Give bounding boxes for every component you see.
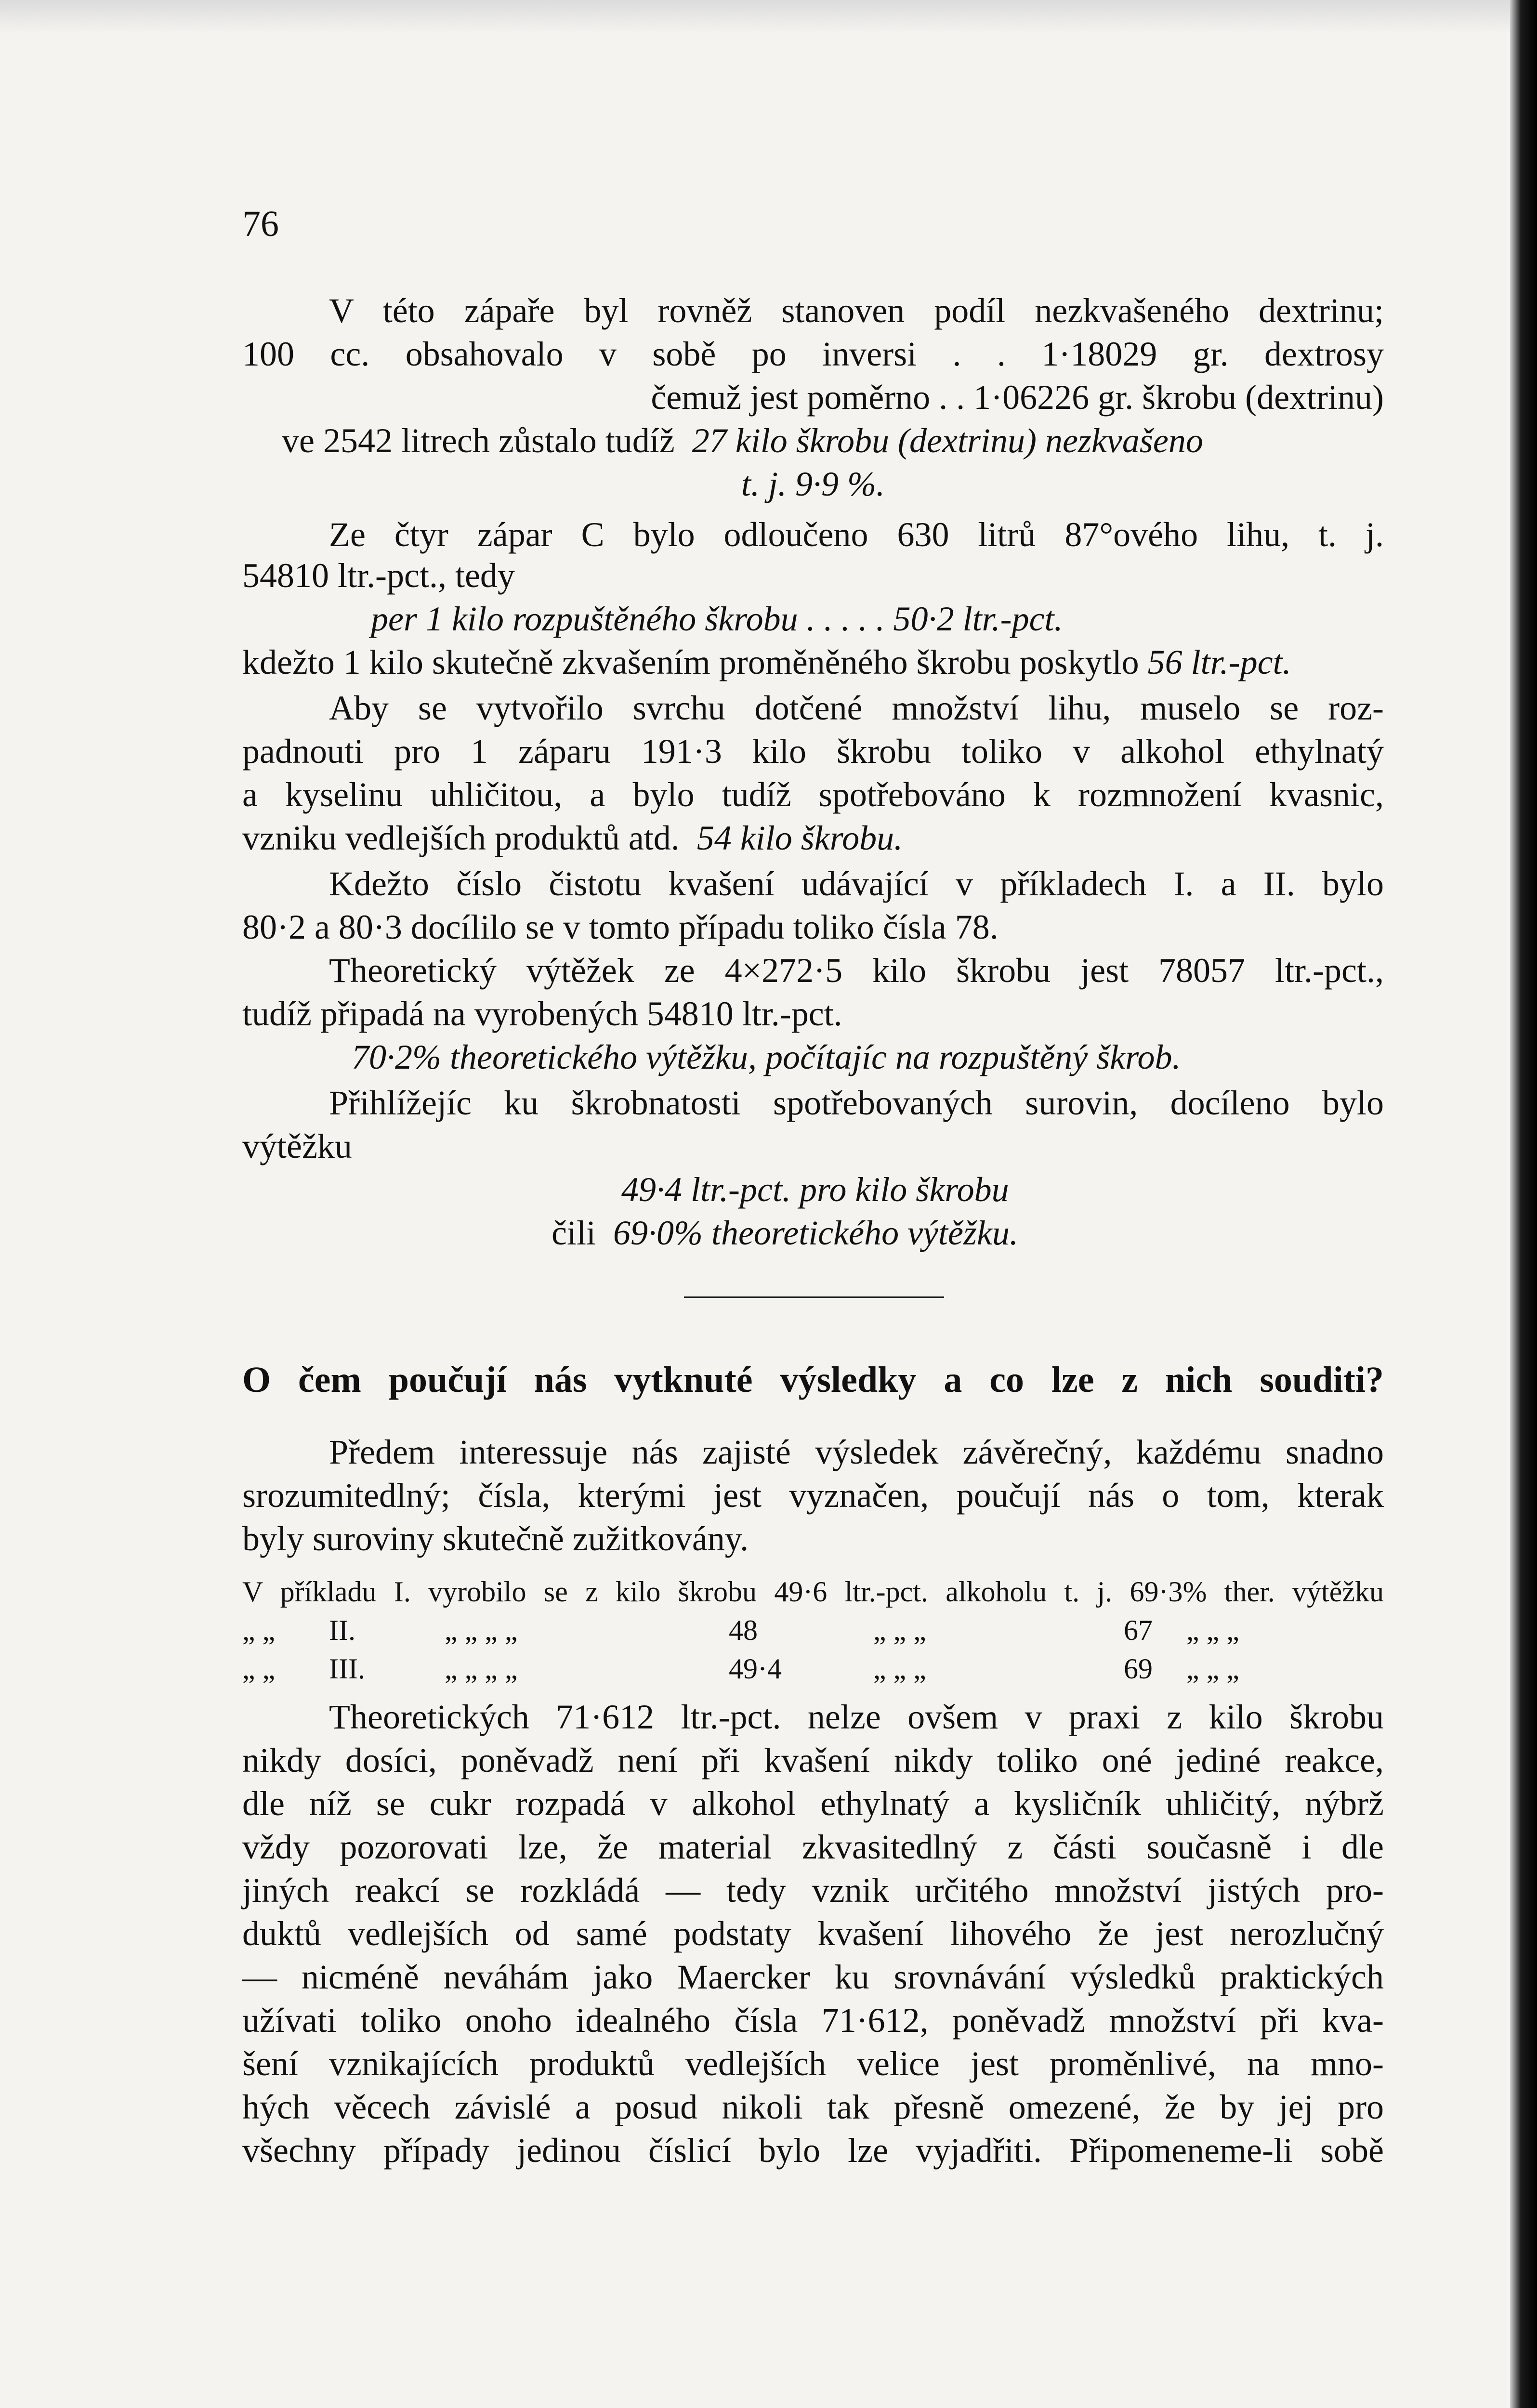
paragraph-line	[242, 816, 1384, 860]
paragraph-line: Předem interessuje nás zajisté výsledek závěrečný, každému snadno	[329, 1433, 1384, 1471]
paragraph-line: hých věcech závislé a posud nikoli tak přesně omezené, že by jej pro	[242, 2088, 1384, 2126]
page-number: 76	[242, 204, 279, 244]
line-text: vzniku vedlejších produktů atd.	[242, 819, 680, 857]
paragraph-line: — nicméně neváhám jako Maercker ku srovnávání výsledků praktických	[242, 1958, 1384, 1996]
results-row-2	[242, 1611, 1384, 1649]
line-text: čili	[552, 1214, 596, 1252]
paragraph-line: Přihlížejíc ku škrobnatosti spotřebovaných surovin, docíleno bylo	[329, 1084, 1384, 1122]
cell: „ „ „ „	[445, 1614, 518, 1646]
paragraph-line: všechny případy jedinou číslicí bylo lze vyjadřiti. Připomeneme-li sobě	[242, 2131, 1384, 2170]
cell: „ „ „ „	[445, 1653, 518, 1685]
paragraph-line: t. j. 9·9 %.	[741, 465, 885, 503]
cell: „ „ „	[873, 1653, 926, 1685]
section-divider	[684, 1296, 944, 1298]
cell: II.	[329, 1614, 355, 1646]
paragraph-line: duktů vedlejších od samé podstaty kvašení lihového že jest nerozlučný	[242, 1914, 1384, 1953]
line-text-italic: 54 kilo škrobu.	[696, 819, 903, 857]
paragraph-line: per 1 kilo rozpuštěného škrobu . . . . . 50·2 ltr.-pct.	[371, 600, 1063, 638]
paragraph-line: V této zápaře byl rovněž stanoven podíl nezkvašeného dextrinu;	[329, 291, 1384, 330]
cell: „ „ „	[873, 1614, 926, 1646]
paragraph-line: a kyselinu uhličitou, a bylo tudíž spotřebováno k rozmnožení kvasnic,	[242, 775, 1384, 814]
results-row-1: V příkladu I. vyrobilo se z kilo škrobu 49·6 ltr.-pct. alkoholu t. j. 69·3% ther. výtěžku	[242, 1576, 1384, 1608]
line-text-italic: 56 ltr.-pct.	[1147, 643, 1291, 681]
paragraph-line: šení vznikajících produktů vedlejších velice jest proměnlivé, na mno-	[242, 2044, 1384, 2083]
cell: „ „	[242, 1614, 276, 1646]
cell: 48	[729, 1614, 758, 1646]
line-text-italic: 27 kilo škrobu (dextrinu) nezkvašeno	[692, 421, 1203, 460]
paragraph-line: nikdy dosíci, poněvadž není při kvašení nikdy toliko oné jediné reakce,	[242, 1741, 1384, 1780]
results-row-3	[242, 1649, 1384, 1688]
paragraph-line: Kdežto číslo čistotu kvašení udávající v příkladech I. a II. bylo	[329, 864, 1384, 903]
paragraph-line: 70·2% theoretického výtěžku, počítajíc na rozpuštěný škrob.	[352, 1038, 1181, 1076]
paragraph-line: dle níž se cukr rozpadá v alkohol ethylnatý a kysličník uhličitý, nýbrž	[242, 1784, 1384, 1823]
cell: 49·4	[729, 1653, 782, 1685]
paragraph-line	[282, 419, 1384, 462]
paragraph-line: 54810 ltr.-pct., tedy	[242, 556, 515, 595]
paragraph-line: Theoretický výtěžek ze 4×272·5 kilo škrobu jest 78057 ltr.-pct.,	[329, 951, 1384, 990]
line-text: ve 2542 litrech zůstalo tudíž	[282, 421, 675, 460]
cell: „ „ „	[1186, 1653, 1239, 1685]
section-heading: O čem poučují nás vytknuté výsledky a co lze z nich souditi?	[242, 1360, 1384, 1400]
paragraph-line: 80·2 a 80·3 docílilo se v tomto případu toliko čísla 78.	[242, 908, 998, 946]
scan-border-top	[0, 0, 1537, 34]
cell: „ „ „	[1186, 1614, 1239, 1646]
paragraph-line: byly suroviny skutečně zužitkovány.	[242, 1519, 749, 1558]
line-text-italic: 69·0% theoretického výtěžku.	[613, 1214, 1018, 1252]
paragraph-line: jiných reakcí se rozkládá — tedy vznik určitého množství jistých pro-	[242, 1871, 1384, 1910]
paragraph-line: 49·4 ltr.-pct. pro kilo škrobu	[621, 1170, 1009, 1209]
cell: III.	[329, 1653, 365, 1685]
paragraph-line: Theoretických 71·612 ltr.-pct. nelze ovšem v praxi z kilo škrobu	[329, 1698, 1384, 1736]
paragraph-line	[242, 641, 1384, 684]
paragraph-line: 100 cc. obsahovalo v sobě po inversi . . 1·18029 gr. dextrosy	[242, 335, 1384, 373]
paragraph-line: čemuž jest poměrno . . 1·06226 gr. škrobu (dextrinu)	[651, 378, 1384, 417]
cell: 69	[1124, 1653, 1153, 1685]
cell: 67	[1124, 1614, 1153, 1646]
paragraph-line: srozumitedlný; čísla, kterými jest vyznačen, poučují nás o tom, kterak	[242, 1476, 1384, 1515]
paragraph-line: výtěžku	[242, 1127, 352, 1165]
paragraph-line: užívati toliko onoho idealného čísla 71·612, poněvadž množství při kva-	[242, 2001, 1384, 2040]
scan-border-right	[1510, 0, 1537, 2408]
paragraph-line: padnouti pro 1 záparu 191·3 kilo škrobu toliko v alkohol ethylnatý	[242, 732, 1384, 771]
paragraph-line: vždy pozorovati lze, že material zkvasitedlný z části současně i dle	[242, 1828, 1384, 1866]
paragraph-line: Aby se vytvořilo svrchu dotčené množství lihu, muselo se roz-	[329, 689, 1384, 727]
paragraph-line: tudíž připadá na vyrobených 54810 ltr.-pct.	[242, 995, 842, 1033]
cell: „ „	[242, 1653, 276, 1685]
paragraph-line: Ze čtyr zápar C bylo odloučeno 630 litrů 87°ového lihu, t. j.	[329, 515, 1384, 554]
line-text: kdežto 1 kilo skutečně zkvašením proměněného škrobu poskytlo	[242, 643, 1139, 681]
paragraph-line	[552, 1211, 1322, 1255]
